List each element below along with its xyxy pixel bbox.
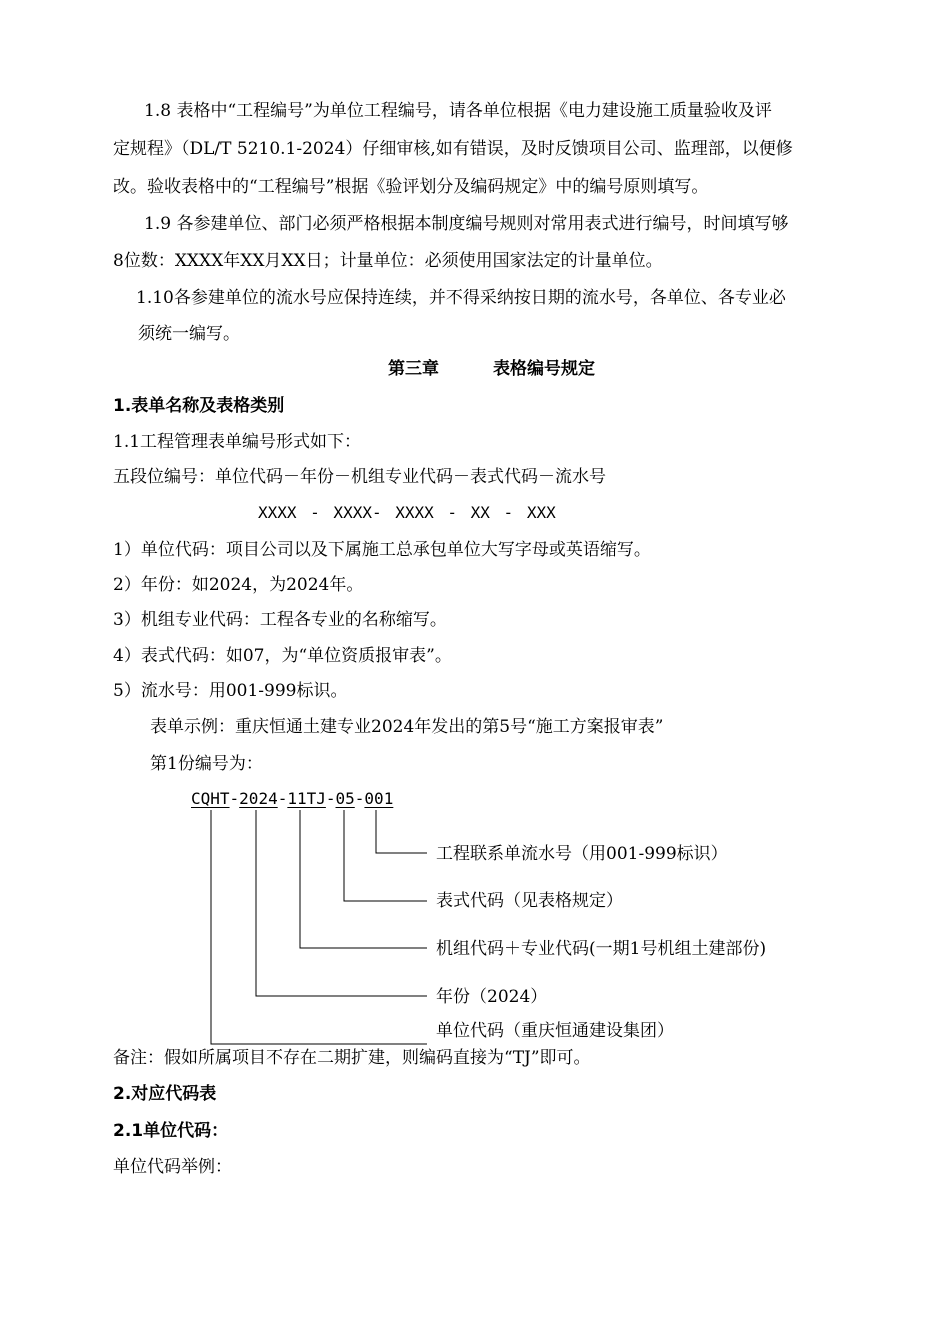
code-label-form: 表式代码（见表格规定）: [436, 891, 623, 911]
connector-serial: [376, 810, 427, 853]
section-1-heading: 1.表单名称及表格类别: [113, 396, 285, 416]
connector-year: [256, 810, 427, 996]
section-1-1: 1.1工程管理表单编号形式如下：: [113, 432, 362, 452]
code-separator: -: [325, 789, 336, 808]
para-1-9-line-1: 1.9 各参建单位、部门必须严格根据本制度编号规则对常用表式进行编号，时间填写够: [144, 214, 789, 234]
list-item: 1）单位代码：项目公司以及下属施工总承包单位大写字母或英语缩写。: [113, 540, 651, 560]
code-label-serial: 工程联系单流水号（用001-999标识）: [436, 844, 728, 864]
code-label-unit-specialty: 机组代码＋专业代码(一期1号机组土建部份): [436, 939, 767, 959]
section-2-1: 2.1单位代码：: [113, 1121, 229, 1141]
code-separator: -: [354, 789, 365, 808]
connector-form: [344, 810, 427, 901]
pattern-line: XXXX - XXXX- XXXX - XX - XXX: [258, 503, 556, 522]
connector-unit: [211, 810, 427, 1044]
code-part-year: 2024: [239, 789, 278, 808]
para-1-8-line-3: 改。验收表格中的“工程编号”根据《验评划分及编码规定》中的编号原则填写。: [113, 177, 709, 197]
para-1-8-line-1: 1.8 表格中“工程编号”为单位工程编号，请各单位根据《电力建设施工质量验收及评: [144, 101, 772, 121]
code-part-unit-specialty: 11TJ: [287, 789, 326, 808]
list-item: 5）流水号：用001-999标识。: [113, 681, 348, 701]
note-line: 备注：假如所属项目不存在二期扩建，则编码直接为“TJ”即可。: [113, 1048, 591, 1068]
section-2-heading: 2.对应代码表: [113, 1084, 217, 1104]
para-1-10-line-1: 1.10各参建单位的流水号应保持连续，并不得采纳按日期的流水号，各单位、各专业必: [136, 288, 786, 308]
unit-code-example: 单位代码举例：: [113, 1157, 232, 1177]
code-separator: -: [229, 789, 240, 808]
list-item: 4）表式代码：如07，为“单位资质报审表”。: [113, 646, 452, 666]
code-label-year: 年份（2024）: [436, 987, 548, 1007]
para-1-10-line-2: 须统一编写。: [138, 324, 240, 344]
list-item: 2）年份：如2024，为2024年。: [113, 575, 364, 595]
example-line: 表单示例：重庆恒通土建专业2024年发出的第5号“施工方案报审表”: [150, 717, 664, 737]
code-label-unit: 单位代码（重庆恒通建设集团）: [436, 1021, 674, 1041]
para-1-8-line-2: 定规程》（DL/T 5210.1-2024）仔细审核,如有错误，及时反馈项目公司、监理部，以便修: [113, 139, 793, 159]
code-part-form: 05: [335, 789, 355, 808]
chapter-title: 表格编号规定: [493, 359, 595, 379]
chapter-number: 第三章: [388, 359, 439, 379]
code-part-unit: CQHT: [191, 789, 230, 808]
list-item: 3）机组专业代码：工程各专业的名称缩写。: [113, 610, 447, 630]
para-1-9-line-2: 8位数：XXXX年XX月XX日；计量单位：必须使用国家法定的计量单位。: [113, 251, 663, 271]
first-copy-line: 第1份编号为：: [150, 754, 263, 774]
format-line: 五段位编号：单位代码－年份－机组专业代码－表式代码－流水号: [113, 467, 606, 487]
code-separator: -: [277, 789, 288, 808]
code-part-serial: 001: [364, 789, 394, 808]
connector-unit-specialty: [300, 810, 427, 948]
